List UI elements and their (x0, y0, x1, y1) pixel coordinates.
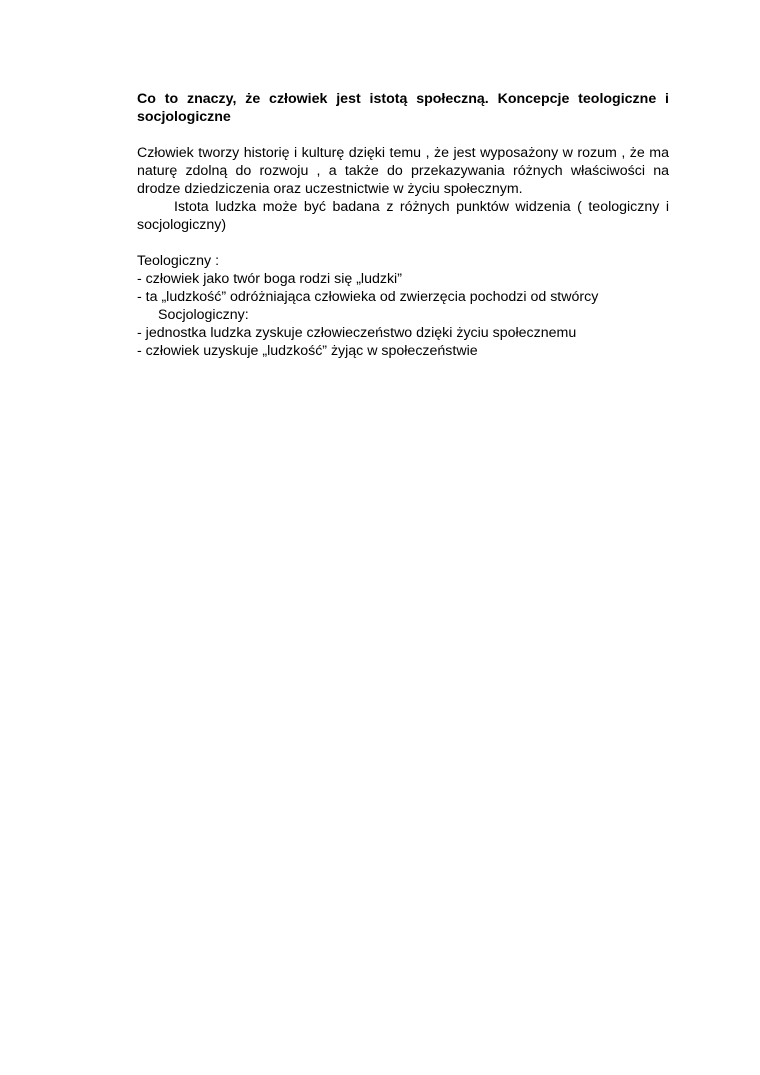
paragraph-2: Istota ludzka może być badana z różnych punktów widzenia ( teologiczny i socjologiczny) (137, 199, 669, 233)
sociological-point-2: - człowiek uzyskuje „ludzkość” żyjąc w społeczeństwie (137, 343, 478, 359)
paragraph-spacer (137, 234, 669, 252)
teological-heading: Teologiczny : (137, 253, 220, 269)
paragraph-1: Człowiek tworzy historię i kulturę dzięki temu , że jest wyposażony w rozum , że ma naturę zdolną do rozwoju , a także do przekazywania różnych właściwości na drodze dziedziczenia oraz uczestnictwie w życiu społecznym. (137, 145, 669, 197)
document-title: Co to znaczy, że człowiek jest istotą społeczną. Koncepcje teologiczne i socjologiczne (137, 91, 669, 125)
sociological-heading: Socjologiczny: (158, 307, 249, 323)
teological-point-1: - człowiek jako twór boga rodzi się „ludzki” (137, 271, 402, 287)
teological-point-2: - ta „ludzkość” odróżniająca człowieka od zwierzęcia pochodzi od stwórcy (137, 289, 599, 305)
sociological-point-1: - jednostka ludzka zyskuje człowieczeństwo dzięki życiu społecznemu (137, 325, 577, 341)
document-body (137, 90, 669, 360)
